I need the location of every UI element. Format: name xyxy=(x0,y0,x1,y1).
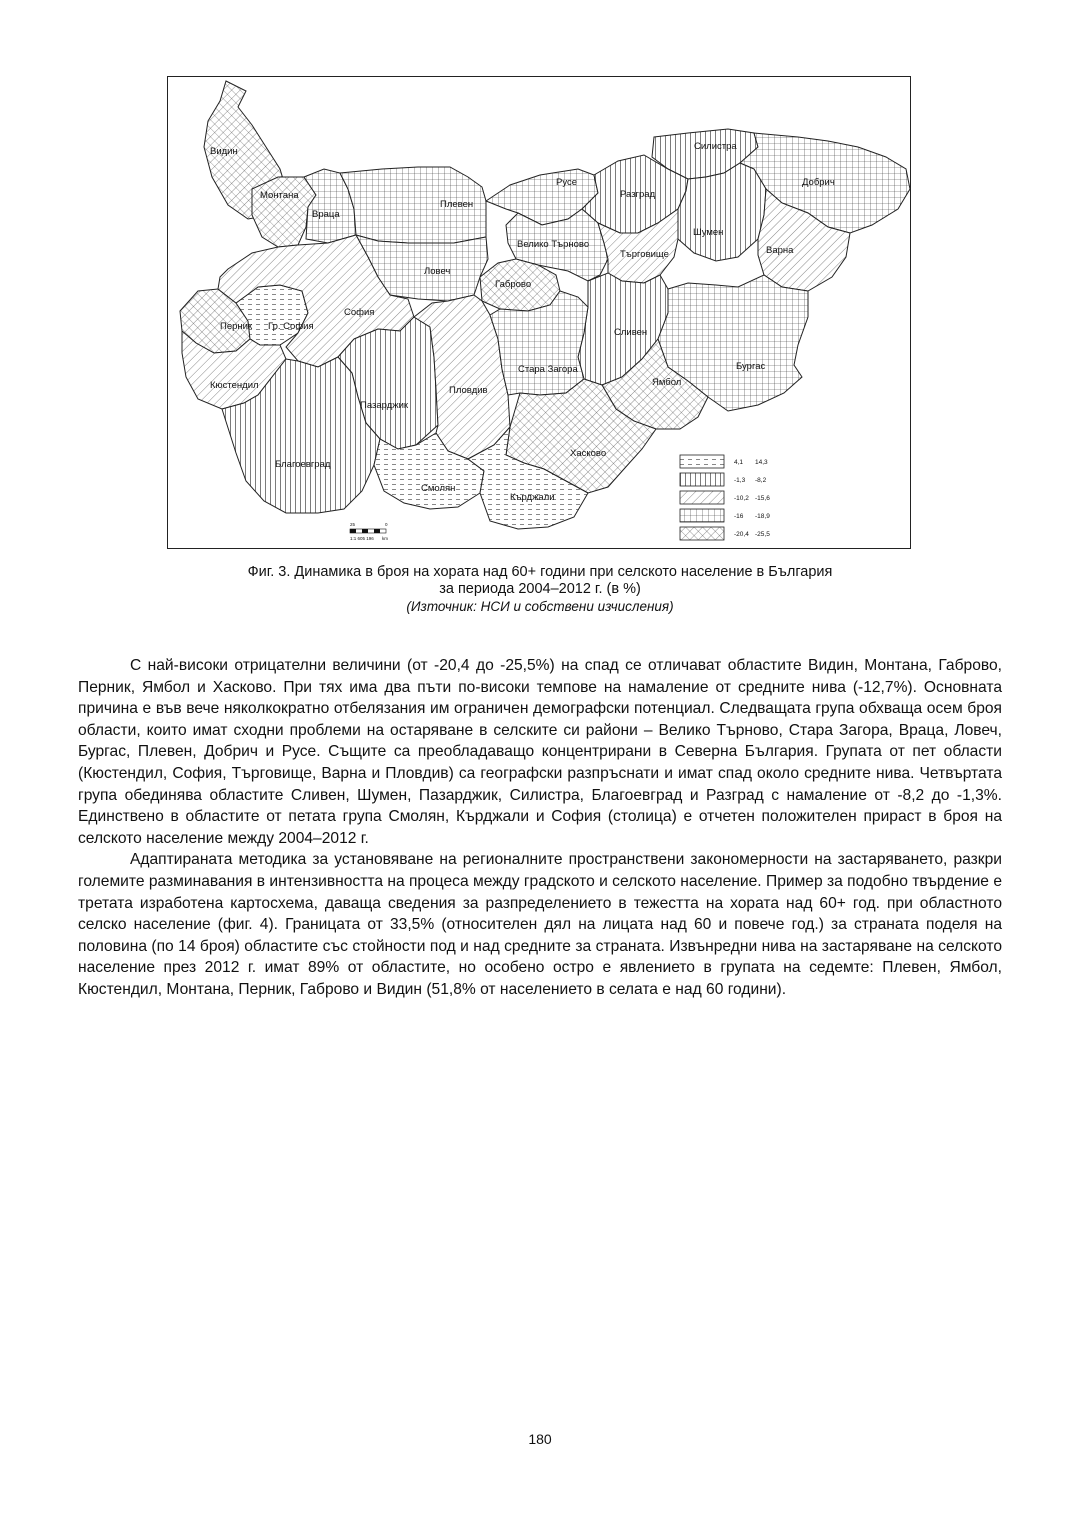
page-number: 180 xyxy=(528,1431,552,1447)
legend-swatch-3 xyxy=(680,491,724,504)
scale-right-label: 0 xyxy=(385,522,388,527)
label-stara-zagora: Стара Загора xyxy=(518,364,578,375)
legend-from-4: -16 xyxy=(734,513,744,520)
caption-line-2: за периода 2004–2012 г. (в %) xyxy=(439,581,641,597)
legend-swatch-2 xyxy=(680,473,724,486)
caption-source: (Източник: НСИ и собствени изчисления) xyxy=(406,599,674,614)
legend-swatch-5 xyxy=(680,527,724,540)
scale-unit-label: km xyxy=(382,536,388,541)
label-pazardzhik: Пазарджик xyxy=(360,400,409,411)
label-haskovo: Хасково xyxy=(570,448,607,459)
paragraph-2: Адаптираната методика за установяване на регионалните пространствени закономерности на застаряването, разкри големите разминавания в интензивността на процеса между градското и селското население. Пример за подобно твърдение е третата изработена картосхема, даваща сведения за разпределението в тежестта на хората над 60+ год. при областното селско население (фиг. 4). Границата от 33,5% (относителен дял на лицата над 60 и повече год.) за страната поделя на половина (по 14 броя) областите със стойности под и над средните за страната. Извънредни нива на застаряване на селското население през 2012 г. имат 89% от областите, но особено остро е явлението в групата на седемте: Плевен, Ямбол, Кюстендил, Монтана, Перник, Габрово и Видин (51,8% от населението в селата е над 60 години). xyxy=(78,851,1002,998)
label-lovech: Ловеч xyxy=(424,266,451,277)
label-kardzhali: Кърджали xyxy=(510,492,555,503)
legend-from-1: 4,1 xyxy=(734,459,744,466)
label-kyustendil: Кюстендил xyxy=(210,380,259,391)
legend-swatch-1 xyxy=(680,455,724,468)
map-legend xyxy=(680,455,770,540)
label-veliko-tarnovo: Велико Търново xyxy=(517,239,590,250)
legend-from-3: -10,2 xyxy=(734,495,749,502)
label-pernik: Перник xyxy=(220,321,253,332)
figure-caption xyxy=(80,564,1000,615)
label-plovdiv: Пловдив xyxy=(449,385,488,396)
scale-left-label: 25 xyxy=(350,522,356,527)
label-pleven: Плевен xyxy=(440,199,474,210)
label-razgrad: Разград xyxy=(620,189,656,200)
label-vidin: Видин xyxy=(210,146,238,157)
legend-from-5: -20,4 xyxy=(734,531,749,538)
label-grad-sofia: Гр. София xyxy=(268,321,314,332)
label-sofia: София xyxy=(344,307,375,318)
label-targovishte: Търговище xyxy=(620,249,669,260)
label-yambol: Ямбол xyxy=(652,377,682,388)
label-dobrich: Добрич xyxy=(802,177,835,188)
scale-ratio-label: 1:1 605 196 xyxy=(350,536,374,541)
article-body xyxy=(78,655,1002,1001)
label-silistra: Силистра xyxy=(694,141,737,152)
paragraph-1: С най-високи отрицателни величини (от -20,4 до -25,5%) на спад се отличават областите Видин, Монтана, Габрово, Перник, Ямбол и Хасково. При тях има два пъти по-високи темпове на намаление от средните нива (-12,7%). Основната причина е във вече няколкократно отбелязания им ограничен демографски потенциал. Следващата група обхваща осем броя области, които имат сходни проблеми на остаряване в селските си райони – Велико Търново, Стара Загора, Враца, Ловеч, Бургас, Плевен, Добрич и Русе. Същите са преобладаващо концентрирани в Северна България. Групата от пет области (Кюстендил, София, Търговище, Варна и Пловдив) са географски разпръснати и имат спад около средните нива. Четвъртата група обединява областите Сливен, Шумен, Пазарджик, Силистра, Благоевград и Разград с намаление от -8,2 до -1,3%. Единствено в областите от петата група Смолян, Кърджали и София (столица) е отчетен положителен прираст в броя на селското население между 2004–2012 г. xyxy=(78,657,1002,847)
label-sliven: Сливен xyxy=(614,327,648,338)
label-vratsa: Враца xyxy=(312,209,340,220)
label-smolyan: Смолян xyxy=(421,483,456,494)
label-montana: Монтана xyxy=(260,190,299,201)
figure-map xyxy=(167,76,911,549)
legend-to-1: 14,3 xyxy=(755,459,768,466)
scale-bar xyxy=(350,522,388,541)
legend-to-3: -15,6 xyxy=(755,495,770,502)
legend-swatch-4 xyxy=(680,509,724,522)
label-gabrovo: Габрово xyxy=(495,279,532,290)
legend-to-5: -25,5 xyxy=(755,531,770,538)
label-shumen: Шумен xyxy=(693,227,724,238)
caption-line-1: Фиг. 3. Динамика в броя на хората над 60+ години при селското население в България xyxy=(247,564,833,580)
label-ruse: Русе xyxy=(556,177,578,188)
legend-to-4: -18,9 xyxy=(755,513,770,520)
legend-from-2: -1,3 xyxy=(734,477,746,484)
legend-to-2: -8,2 xyxy=(755,477,767,484)
label-burgas: Бургас xyxy=(736,361,766,372)
label-varna: Варна xyxy=(766,245,794,256)
region-map xyxy=(168,77,910,548)
label-blagoevgrad: Благоевград xyxy=(275,459,331,470)
